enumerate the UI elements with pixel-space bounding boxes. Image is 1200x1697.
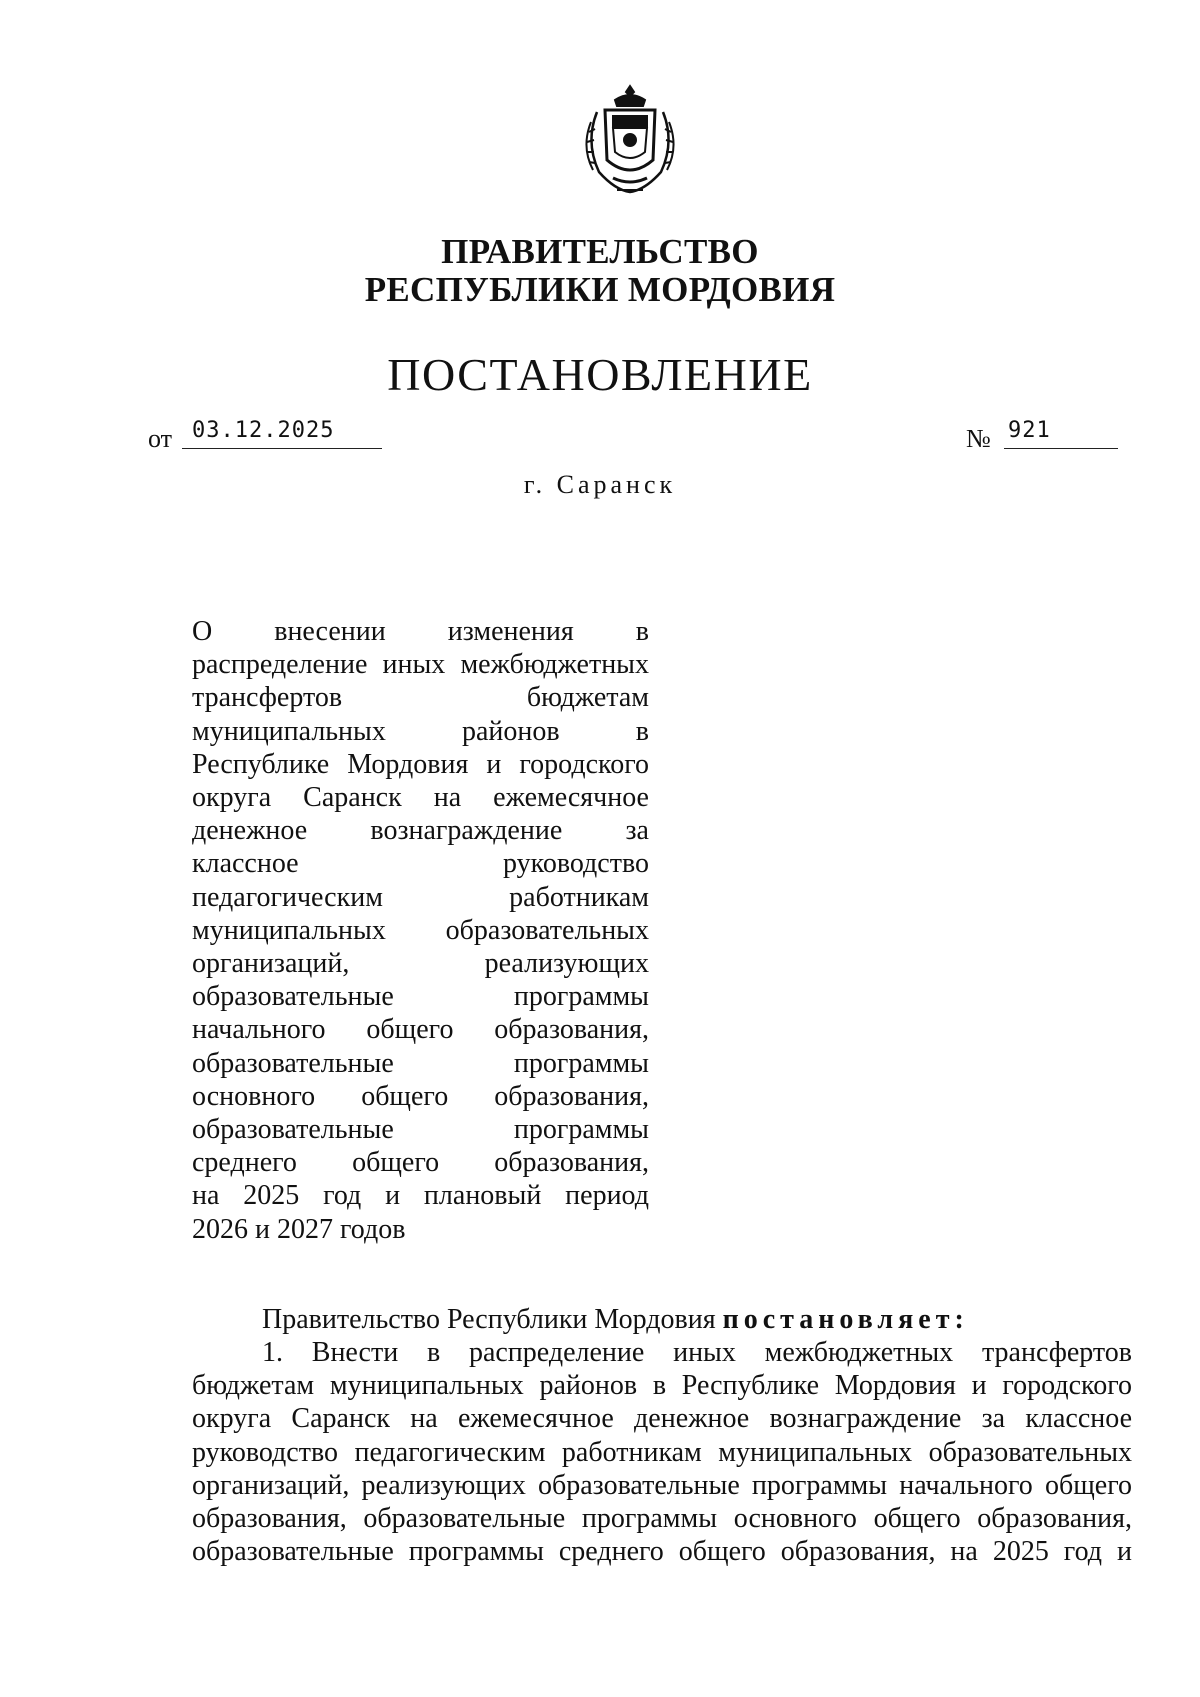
subject-line: распределение иных межбюджетных	[192, 649, 649, 681]
subject-line: основного общего образования,	[192, 1080, 649, 1112]
document-subject	[192, 615, 649, 1246]
subject-line: образовательные программы	[192, 981, 649, 1013]
subject-line: трансфертов бюджетам	[192, 682, 649, 714]
subject-line: Республике Мордовия и городского	[192, 748, 649, 780]
subject-line: округа Саранск на ежемесячное	[192, 782, 649, 814]
date-prefix: от	[148, 424, 173, 453]
subject-line: педагогическим работникам	[192, 881, 649, 913]
preamble-verb: постановляет:	[722, 1304, 969, 1335]
preamble-paragraph	[192, 1303, 1132, 1336]
document-date: 03.12.2025	[192, 418, 335, 443]
coat-of-arms-icon	[575, 82, 685, 200]
item-line: бюджетам муниципальных районов в Республике Мордовия и городского	[192, 1370, 1132, 1402]
number-prefix: №	[966, 424, 991, 453]
subject-line: 2026 и 2027 годов	[192, 1213, 406, 1245]
subject-line: начального общего образования,	[192, 1014, 649, 1046]
date-underline	[182, 448, 382, 449]
date-number-row	[148, 418, 1118, 454]
subject-line: образовательные программы	[192, 1114, 649, 1146]
org-name-line1: ПРАВИТЕЛЬСТВО	[441, 232, 759, 271]
subject-line: муниципальных образовательных	[192, 914, 649, 946]
number-underline	[1004, 448, 1118, 449]
subject-line: муниципальных районов в	[192, 715, 649, 747]
item-line: организаций, реализующих образовательные программы начального общего	[192, 1469, 1132, 1501]
subject-line: денежное вознаграждение за	[192, 815, 649, 847]
subject-line: среднего общего образования,	[192, 1147, 649, 1179]
item-line: округа Саранск на ежемесячное денежное вознаграждение за классное	[192, 1403, 1132, 1435]
document-number: 921	[1008, 418, 1051, 443]
document-type-title: ПОСТАНОВЛЕНИЕ	[387, 349, 813, 400]
preamble-text: Правительство Республики Мордовия	[262, 1304, 716, 1335]
subject-line: классное руководство	[192, 848, 649, 880]
item-line: образования, образовательные программы основного общего образования,	[192, 1503, 1132, 1535]
item-line: образовательные программы среднего общего образования, на 2025 год и	[192, 1536, 1132, 1568]
subject-line: О внесении изменения в	[192, 616, 649, 647]
item-line: 1. Внести в распределение иных межбюджетных трансфертов	[262, 1337, 1132, 1368]
subject-line: организаций, реализующих	[192, 948, 649, 980]
item-1-paragraph	[192, 1336, 1132, 1568]
subject-line: образовательные программы	[192, 1047, 649, 1079]
subject-line: на 2025 год и плановый период	[192, 1180, 649, 1212]
org-name-line2: РЕСПУБЛИКИ МОРДОВИЯ	[364, 270, 836, 309]
city-name: г. Саранск	[523, 470, 677, 499]
item-line: руководство педагогическим работникам муниципальных образовательных	[192, 1436, 1132, 1468]
